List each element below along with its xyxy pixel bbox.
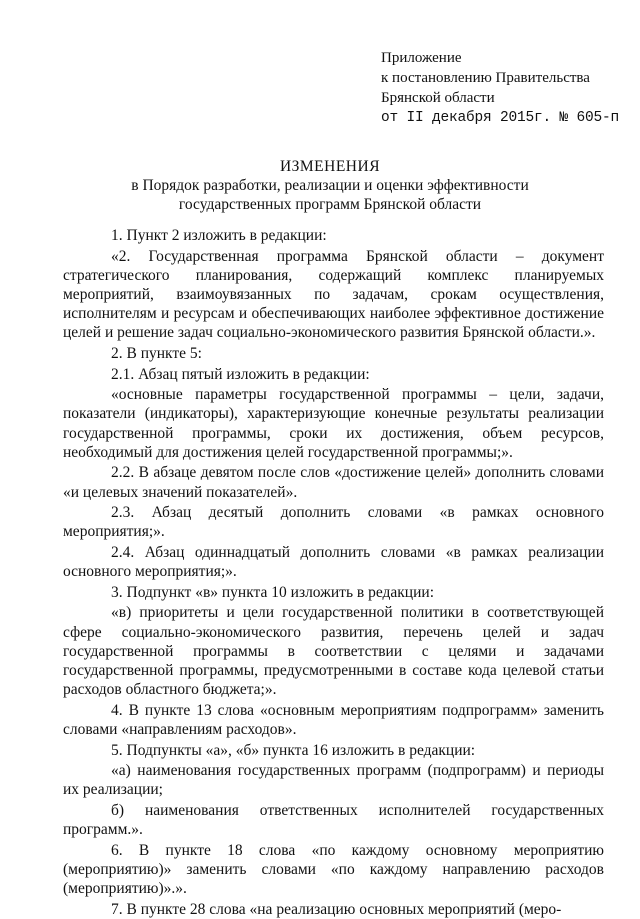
paragraph-10: «в) приоритеты и цели государственной политики в соответствующей сфере социально-экономического развития, перечень целей и задач государственной программы в соответствии с целями и задачами государственной программы, предусмотренными в составе кода целевой статьи расходов областного бюджета;». <box>63 604 604 699</box>
paragraph-12: 5. Подпункты «а», «б» пункта 16 изложить в редакции: <box>111 741 476 759</box>
paragraph-9: 3. Подпункт «в» пункта 10 изложить в редакции: <box>111 583 434 601</box>
document-subtitle-line-1: в Порядок разработки, реализации и оценки эффективности <box>131 177 529 194</box>
paragraph-11: 4. В пункте 13 слова «основным мероприятиям подпрограмм» заменить словами «направлениям расходов». <box>63 701 604 738</box>
appendix-line-2: к постановлению Правительства <box>381 70 590 86</box>
paragraph-4: 2.1. Абзац пятый изложить в редакции: <box>111 365 370 383</box>
appendix-block <box>381 48 631 128</box>
document-subtitle-line-2: государственных программ Брянской области <box>178 196 482 213</box>
paragraph-16: 7. В пункте 28 слова «на реализацию основных мероприятий (меро- <box>111 900 562 918</box>
paragraph-13: «а) наименования государственных программ (подпрограмм) и периоды их реализации; <box>63 762 604 799</box>
paragraph-5: «основные параметры государственной программы – цели, задачи, показатели (индикаторы), характеризующие конечные результаты реализации государственной программы, сроки их достижения, объем ресурсов, необходимый для достижения целей государственной программы;». <box>63 386 604 461</box>
appendix-date-line: от II декабря 2015г. № 605-п <box>381 110 620 126</box>
appendix-line-3: Брянской области <box>381 90 495 106</box>
paragraph-1: 1. Пункт 2 изложить в редакции: <box>111 227 327 244</box>
paragraph-7: 2.3. Абзац десятый дополнить словами «в рамках основного мероприятия;». <box>63 504 604 541</box>
paragraph-2: «2. Государственная программа Брянской области – документ стратегического планирования, содержащий комплекс планируемых мероприятий, взаимоувязанных по задачам, срокам осуществления, исполнителям и ресурсам и обеспечивающих наиболее эффективное достижение целей и решение задач социально-экономического развития Брянской области.». <box>63 247 604 342</box>
paragraph-14: б) наименования ответственных исполнителей государственных программ.». <box>63 801 604 839</box>
document-title: ИЗМЕНЕНИЯ <box>279 158 381 175</box>
paragraph-15: 6. В пункте 18 слова «по каждому основному мероприятию (мероприятию)» заменить словами «по каждому направлению расходов (мероприятию)».». <box>63 841 604 898</box>
document-heading <box>60 157 600 214</box>
paragraph-6: 2.2. В абзаце девятом после слов «достижение целей» дополнить словами «и целевых значений показателей». <box>63 464 604 501</box>
appendix-line-1: Приложение <box>381 50 462 66</box>
paragraph-3: 2. В пункте 5: <box>111 345 202 362</box>
paragraph-8: 2.4. Абзац одиннадцатый дополнить словами «в рамках реализации основного мероприятия;». <box>63 543 604 581</box>
document-body <box>63 226 604 919</box>
